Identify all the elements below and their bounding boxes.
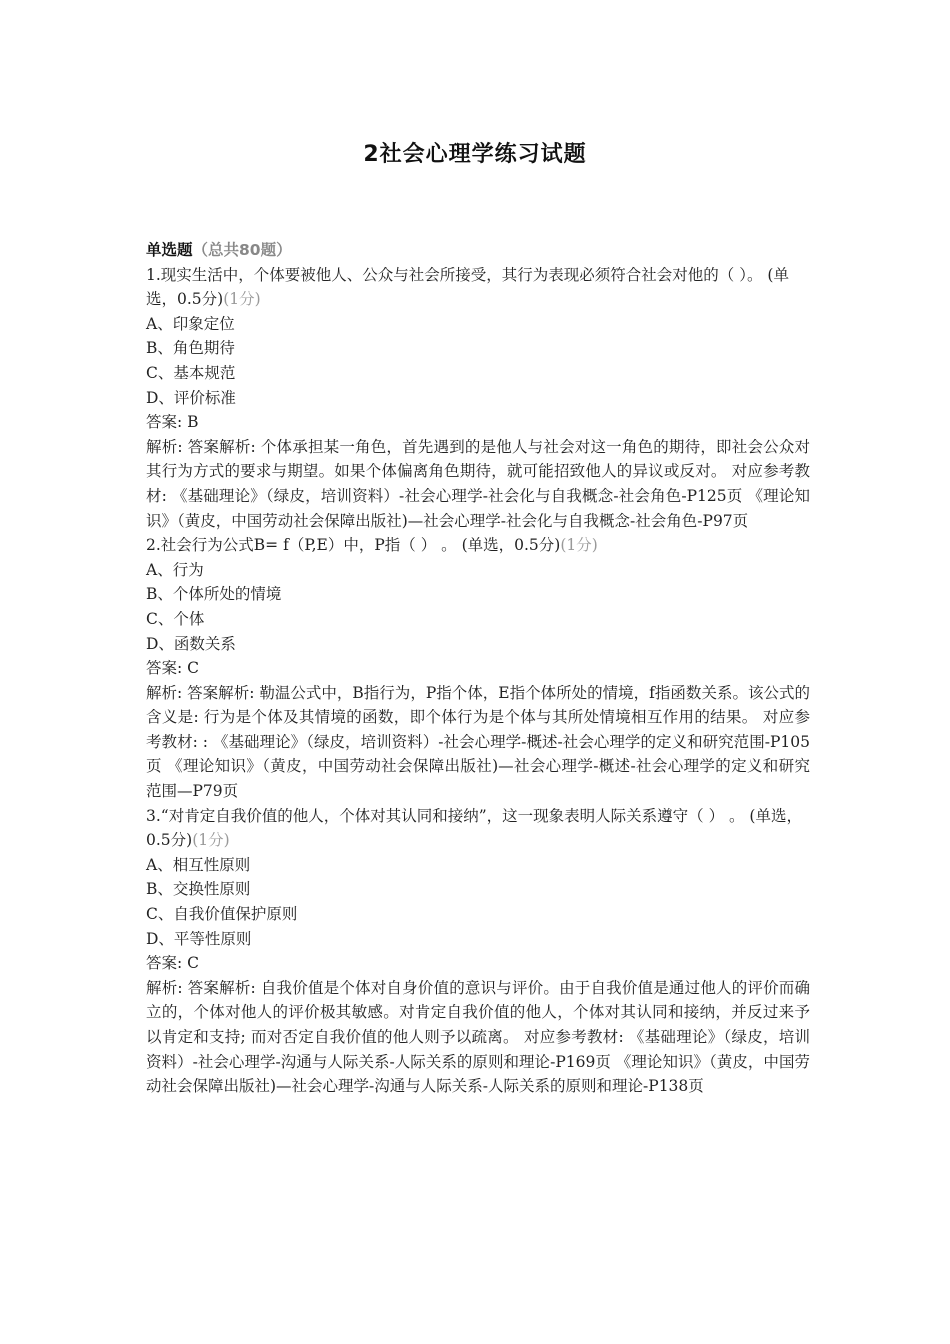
option-b: B、角色期待: [146, 339, 235, 358]
analysis: 解析: 答案解析: 勒温公式中，B指行为，P指个体，E指个体所处的情境，f指函数关系。该公式的含义是: 行为是个体及其情境的函数，即个体行为是个体与其所处情境相互作用的结果。 对应参考教材: : 《基础理论》（绿皮，培训资料）-社会心理学-概述-社会心理学的定义和研究范围-P105页 《理论知识》（黄皮，中国劳动社会保障出版社)—社会心理学-概述-社会心理学的定义和研究范围—P79页: [146, 683, 810, 801]
question-score: (1分): [223, 290, 261, 309]
option-d: D、平等性原则: [146, 929, 252, 948]
section-label: 单选题: [146, 241, 193, 259]
option-a: A、相互性原则: [146, 855, 251, 874]
option-c: C、自我价值保护原则: [146, 905, 298, 924]
document-title: 2社会心理学练习试题: [363, 142, 587, 167]
question-stem: [146, 533, 810, 558]
question-score: (1分): [560, 536, 598, 555]
answer: 答案: C: [146, 954, 200, 973]
analysis: 解析: 答案解析: 自我价值是个体对自身价值的意识与评价。由于自我价值是通过他人的评价而确立的，个体对他人的评价极其敏感。对肯定自我价值的他人，个体对其认同和接纳，并反过来予以肯定和支持; 而对否定自我价值的他人则予以疏离。 对应参考教材: 《基础理论》（绿皮，培训资料）-社会心理学-沟通与人际关系-人际关系的原则和理论-P169页 《理论知识》（黄皮，中国劳动社会保障出版社)—社会心理学-沟通与人际关系-人际关系的原则和理论-P138页: [146, 978, 810, 1096]
option-c: C、基本规范: [146, 363, 236, 382]
document-body: [146, 238, 810, 1099]
option-a: A、印象定位: [146, 314, 235, 333]
question-text: 1.现实生活中，个体要被他人、公众与社会所接受，其行为表现必须符合社会对他的（ ）。 (单选，0.5分): [146, 265, 789, 309]
question-text: 3.“对肯定自我价值的他人，个体对其认同和接纳”，这一现象表明人际关系遵守（ ） 。 (单选，0.5分): [146, 806, 802, 850]
question-2: [146, 533, 810, 804]
option-d: D、函数关系: [146, 634, 236, 653]
section-heading: [146, 238, 810, 263]
section-count: （总共80题）: [192, 241, 292, 259]
question-stem: [146, 804, 810, 853]
question-stem: [146, 263, 810, 312]
option-c: C、个体: [146, 609, 205, 628]
option-a: A、行为: [146, 560, 204, 579]
analysis: 解析: 答案解析: 个体承担某一角色，首先遇到的是他人与社会对这一角色的期待，即社会公众对其行为方式的要求与期望。如果个体偏离角色期待，就可能招致他人的异议或反对。 对应参考教材: 《基础理论》（绿皮，培训资料）-社会心理学-社会化与自我概念-社会角色-P125页 《理论知识》（黄皮，中国劳动社会保障出版社)—社会心理学-社会化与自我概念-社会角色-P97页: [146, 437, 810, 530]
option-b: B、交换性原则: [146, 880, 251, 899]
option-b: B、个体所处的情境: [146, 585, 282, 604]
question-score: (1分): [192, 831, 230, 850]
question-3: [146, 804, 810, 1099]
answer: 答案: C: [146, 659, 200, 678]
question-1: [146, 263, 810, 534]
option-d: D、评价标准: [146, 388, 236, 407]
answer: 答案: B: [146, 413, 199, 432]
question-text: 2.社会行为公式B= f（P,E）中，P指（ ） 。 (单选，0.5分): [146, 536, 561, 555]
